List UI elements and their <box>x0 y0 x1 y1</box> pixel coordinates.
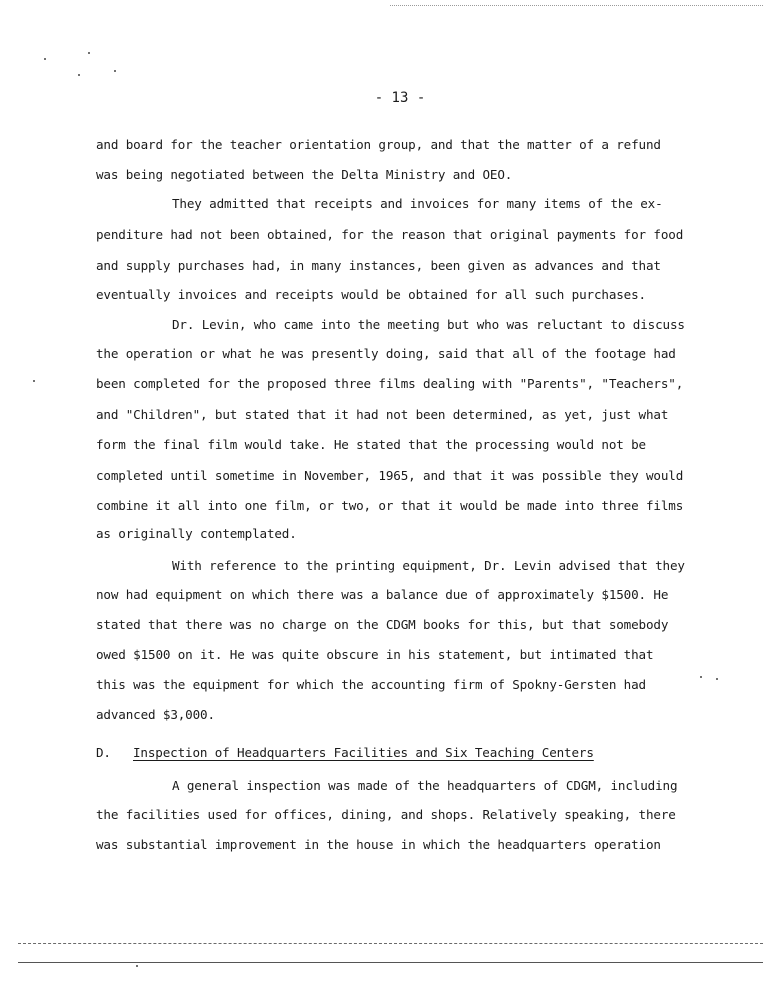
text-line: penditure had not been obtained, for the reason that original payments for food <box>96 227 684 242</box>
section-heading <box>96 745 594 760</box>
text-line: combine it all into one film, or two, or that it would be made into three films <box>96 498 684 513</box>
text-line: advanced $3,000. <box>96 707 215 722</box>
text-line: stated that there was no charge on the CDGM books for this, but that somebody <box>96 617 669 632</box>
scan-speck <box>33 380 35 382</box>
text-line: been completed for the proposed three films dealing with "Parents", "Teachers", <box>96 376 684 391</box>
text-line: this was the equipment for which the accounting firm of Spokny-Gersten had <box>96 677 646 692</box>
scan-bottom-rule <box>18 943 763 944</box>
text-line: They admitted that receipts and invoices for many items of the ex- <box>172 196 663 211</box>
text-line: and supply purchases had, in many instances, been given as advances and that <box>96 258 661 273</box>
text-line: completed until sometime in November, 1965, and that it was possible they would <box>96 468 684 483</box>
scan-speck <box>44 58 46 60</box>
text-line: With reference to the printing equipment, Dr. Levin advised that they <box>172 558 685 573</box>
scan-speck <box>114 70 116 72</box>
scan-speck <box>136 965 138 967</box>
scan-speck <box>700 676 702 678</box>
scan-speck <box>716 678 718 680</box>
text-line: form the final film would take. He stated that the processing would not be <box>96 437 646 452</box>
text-line: Dr. Levin, who came into the meeting but who was reluctant to discuss <box>172 317 685 332</box>
text-line: was being negotiated between the Delta Ministry and OEO. <box>96 167 513 182</box>
text-line: and board for the teacher orientation group, and that the matter of a refund <box>96 137 661 152</box>
scan-bottom-rule <box>18 962 763 963</box>
text-line: as originally contemplated. <box>96 526 297 541</box>
text-line: was substantial improvement in the house in which the headquarters operation <box>96 837 661 852</box>
text-line: A general inspection was made of the headquarters of CDGM, including <box>172 778 678 793</box>
text-line: and "Children", but stated that it had not been determined, as yet, just what <box>96 407 669 422</box>
scan-edge-dots <box>390 5 763 6</box>
text-line: the operation or what he was presently doing, said that all of the footage had <box>96 346 676 361</box>
section-label: D. <box>96 745 111 760</box>
section-title: Inspection of Headquarters Facilities and Six Teaching Centers <box>133 745 594 760</box>
scan-speck <box>88 52 90 54</box>
page-number: - 13 - <box>374 90 426 106</box>
text-line: the facilities used for offices, dining, and shops. Relatively speaking, there <box>96 807 676 822</box>
scan-speck <box>78 74 80 76</box>
text-line: now had equipment on which there was a balance due of approximately $1500. He <box>96 587 669 602</box>
text-line: owed $1500 on it. He was quite obscure in his statement, but intimated that <box>96 647 654 662</box>
text-line: eventually invoices and receipts would be obtained for all such purchases. <box>96 287 646 302</box>
